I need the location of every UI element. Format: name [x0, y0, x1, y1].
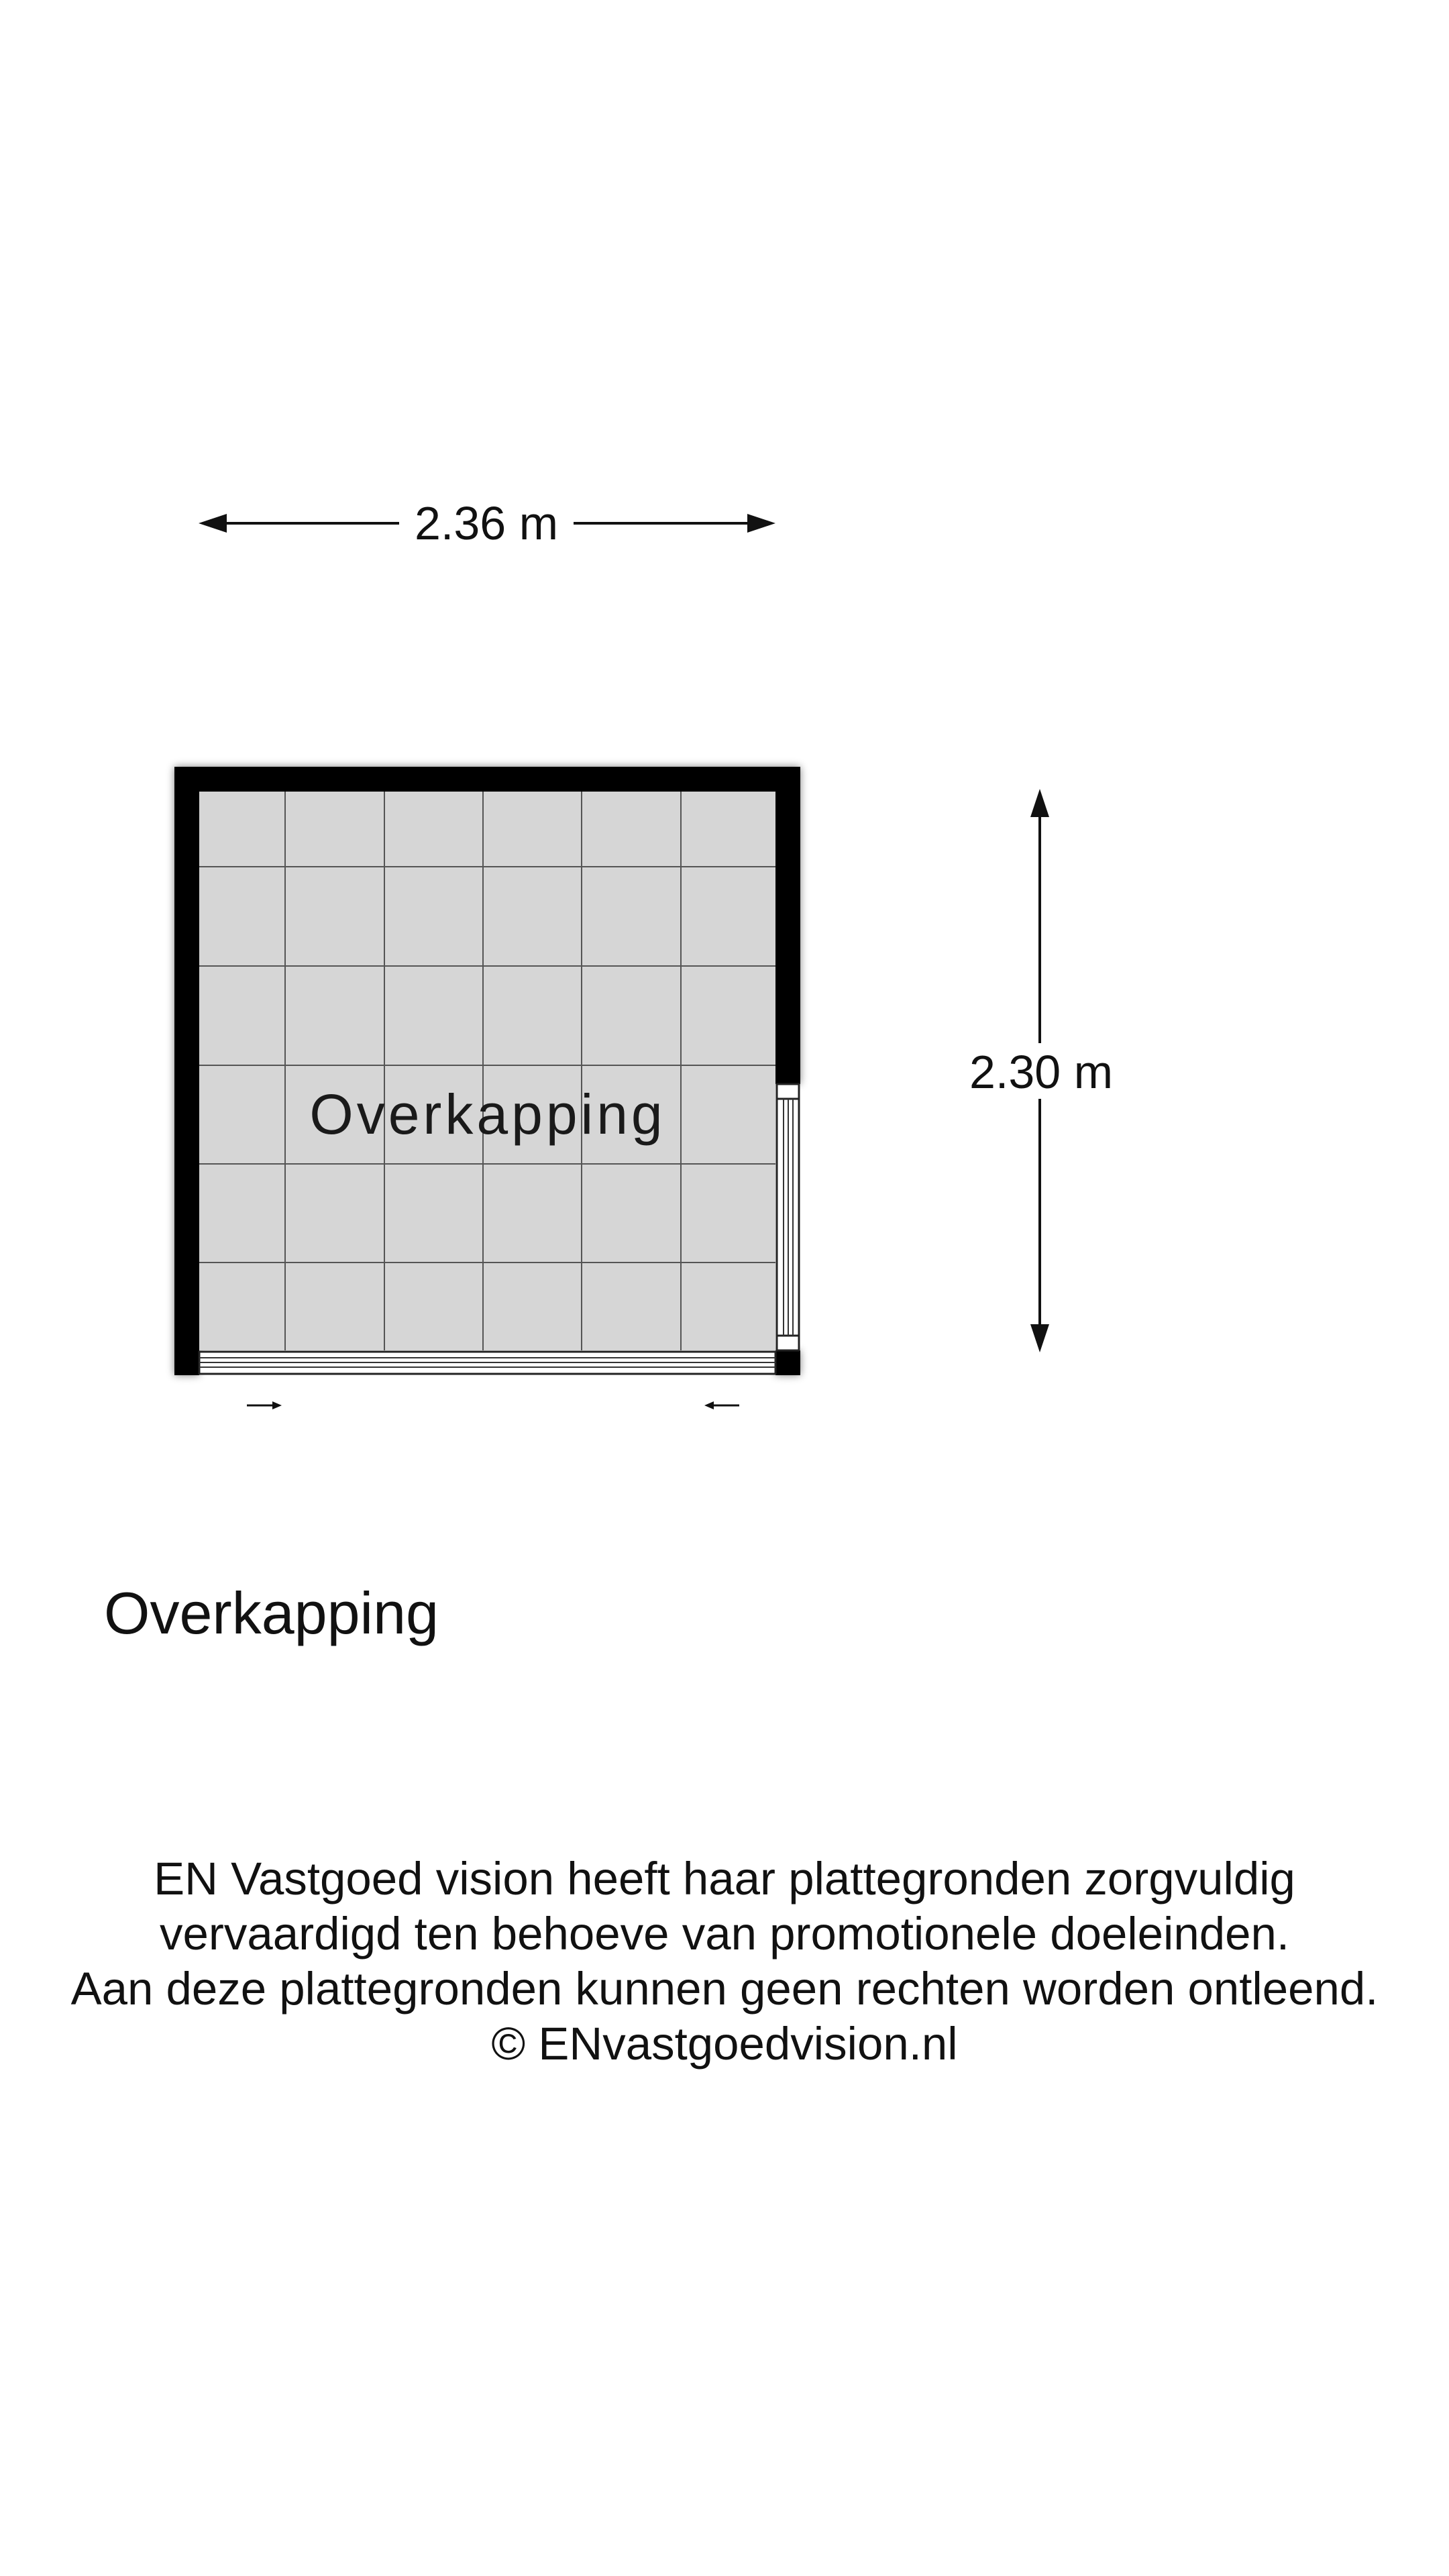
arrowhead-down-icon — [1030, 1324, 1049, 1352]
wall-top — [174, 767, 800, 792]
room-label: Overkapping — [309, 1083, 666, 1146]
slide-arrow-left-icon — [704, 1401, 739, 1409]
wall-left — [174, 767, 199, 1375]
height-dimension — [969, 789, 1113, 1352]
slide-arrow-right-icon — [247, 1401, 282, 1409]
disclaimer — [0, 1851, 1449, 2072]
disclaimer-line: vervaardigd ten behoeve van promotionele doeleinden. — [159, 1908, 1290, 1960]
disclaimer-line: Aan deze plattegronden kunnen geen rechten worden ontleend. — [70, 1963, 1379, 2015]
arrowhead-left-icon — [199, 514, 227, 533]
bottom-sliding-door — [199, 1352, 775, 1374]
width-dimension-label: 2.36 m — [415, 497, 558, 549]
disclaimer-line: EN Vastgoed vision heeft haar plattegronden zorgvuldig — [154, 1853, 1295, 1904]
height-dimension-label: 2.30 m — [969, 1046, 1113, 1098]
right-window — [777, 1084, 799, 1350]
width-dimension — [199, 497, 775, 549]
wall-right-upper — [775, 767, 800, 1084]
room-overkapping — [174, 767, 800, 1409]
arrowhead-up-icon — [1030, 789, 1049, 817]
copyright-line: © ENvastgoedvision.nl — [491, 2018, 958, 2070]
arrowhead-right-icon — [747, 514, 775, 533]
floor-title: Overkapping — [104, 1580, 439, 1646]
wall-corner-bottom-right — [775, 1350, 800, 1375]
